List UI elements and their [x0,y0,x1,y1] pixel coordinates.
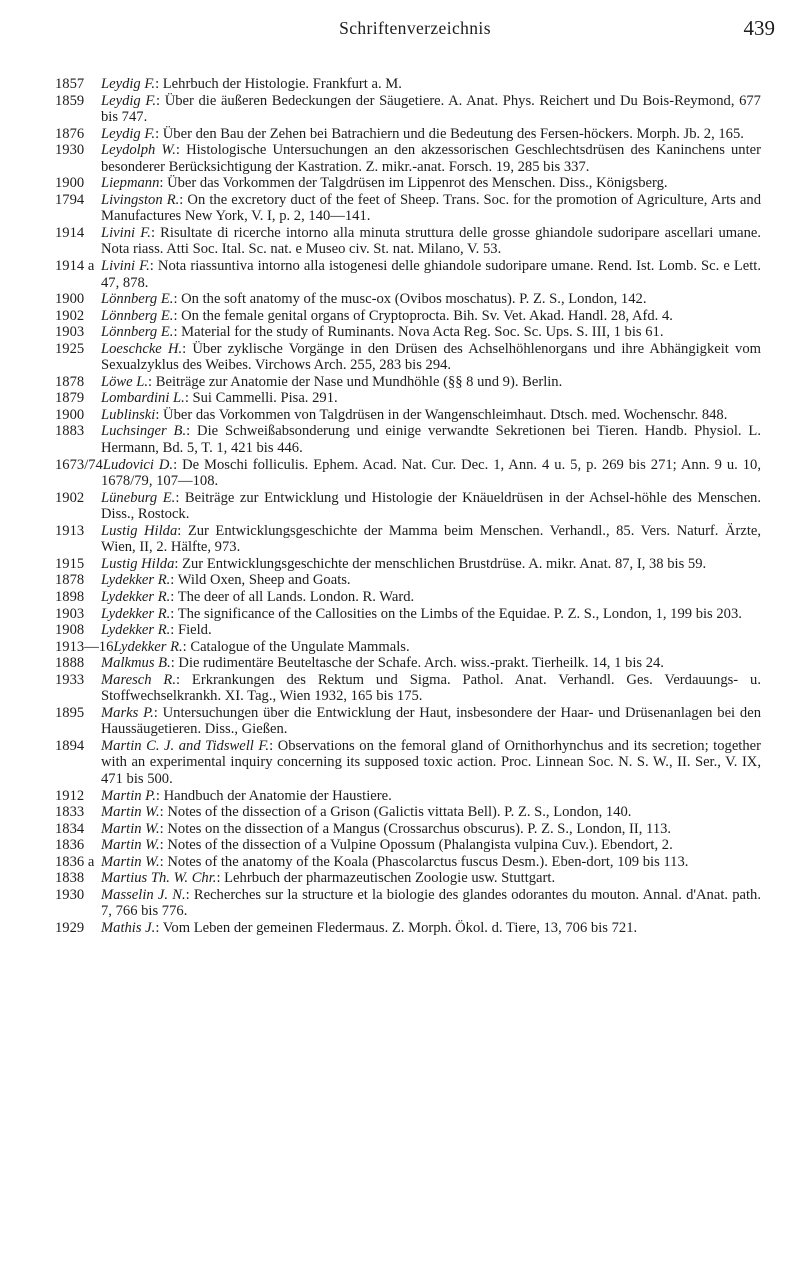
entry-citation: : Beiträge zur Entwicklung und Histologie der Knäueldrüsen in der Achsel-höhle des Menschen. Diss., Rostock. [101,489,761,523]
bibliography-entry [55,423,761,456]
entry-author: Lönnberg E. [101,324,174,341]
entry-year: 1878 [55,572,85,589]
bibliography-entry [55,854,761,871]
entry-citation: : Histologische Untersuchungen an den akzessorischen Geschlechtsdrüsen des Kaninchens unter besonderer Berücksichtigung der Kastration. Z. mikr.-anat. Forsch. 19, 285 bis 337. [101,142,761,175]
bibliography-entry [55,639,761,656]
entry-citation: : Notes of the dissection of a Grison (Galictis vittata Bell). P. Z. S., London, 140. [159,804,632,821]
entry-citation: : Notes on the dissection of a Mangus (Crossarchus obscurus). P. Z. S., London, II, 113. [159,820,672,837]
entry-year: 1895 [55,704,85,721]
entry-year: 1915 [55,555,85,572]
entry-year: 1912 [55,787,85,804]
bibliography-entry [55,589,761,606]
entry-author: Leydolph W. [101,142,176,159]
entry-author: Lustig Hilda [101,522,178,539]
entry-citation: : Zur Entwicklungsgeschichte der Mamma beim Menschen. Verhandl., 85. Vers. Naturf. Ärzte, Wien, II, 2. Hälfte, 973. [101,522,761,556]
page-header [55,16,775,42]
entry-citation: : Die Schweißabsonderung und einige verwandte Sekretionen bei Tieren. Handb. Physiol. L. Hermann, Bd. 5, T. 1, 421 bis 446. [101,423,761,457]
entry-year: 1914 [55,224,85,241]
entry-year: 1673/74 [55,456,103,473]
bibliography-entry [55,341,761,374]
bibliography-entry [55,920,761,937]
entry-author: Liepmann [101,175,160,192]
entry-author: Lydekker R. [113,638,183,655]
bibliography-entry [55,457,761,490]
bibliography-entry [55,374,761,391]
entry-citation: : On the excretory duct of the feet of Sheep. Trans. Soc. for the promotion of Agriculture, Arts and Manufactures New York, V. I, p. 2, 140—141. [101,191,761,225]
bibliography-entry [55,887,761,920]
bibliography-entry [55,258,761,291]
entry-citation: : Über zyklische Vorgänge in den Drüsen des Achselhöhlenorgans und ihre Abhängigkeit vom Sexualzyklus des Weibes. Virchows Arch. 255, 283 bis 294. [101,340,761,374]
bibliography-entry [55,622,761,639]
bibliography-entry [55,655,761,672]
entry-citation: : On the soft anatomy of the musc-ox (Ovibos moschatus). P. Z. S., London, 142. [173,291,647,308]
entry-author: Leydig F. [101,92,157,109]
page-number: 439 [743,16,775,40]
bibliography-entry [55,870,761,887]
entry-year: 1929 [55,919,85,936]
bibliography-entry [55,407,761,424]
entry-year: 1903 [55,605,85,622]
bibliography-entry [55,93,761,126]
entry-citation: : Lehrbuch der pharmazeutischen Zoologie usw. Stuttgart. [216,870,556,887]
entry-citation: : Nota riassuntiva intorno alla istogenesi delle ghiandole sudoripare umane. Rend. Ist. Lomb. Sc. e Lett. 47, 878. [101,258,761,291]
entry-citation: : Recherches sur la structure et la biologie des glandes odorantes du mouton. Annal. d'Anat. path. 7, 766 bis 776. [101,886,761,920]
entry-year: 1914 a [55,258,95,275]
bibliography-entry [55,225,761,258]
entry-author: Lydekker R. [101,572,171,589]
bibliography-entry [55,76,761,93]
entry-year: 1913 [55,522,85,539]
bibliography-entry [55,837,761,854]
bibliography-entry [55,308,761,325]
entry-year: 1900 [55,291,85,308]
entry-citation: : Lehrbuch der Histologie. Frankfurt a. M. [155,76,402,92]
entry-author: Lüneburg E. [101,489,176,506]
entry-author: Martin W. [101,853,160,870]
entry-citation: : Material for the study of Ruminants. Nova Acta Reg. Soc. Sc. Ups. S. III, 1 bis 61. [173,324,664,341]
entry-author: Leydig F. [101,76,156,92]
entry-year: 1833 [55,804,85,821]
entry-year: 1908 [55,622,85,639]
entry-year: 1794 [55,191,85,208]
bibliography-entry [55,126,761,143]
bibliography-entry [55,804,761,821]
entry-citation: : Catalogue of the Ungulate Mammals. [182,638,410,655]
entry-citation: : On the female genital organs of Cryptoprocta. Bih. Sv. Vet. Akad. Handl. 28, Afd. 4. [173,307,673,324]
entry-author: Martius Th. W. Chr. [101,870,217,887]
entry-citation: : Vom Leben der gemeinen Fledermaus. Z. Morph. Ökol. d. Tiere, 13, 706 bis 721. [155,919,638,936]
entry-author: Luchsinger B. [101,423,187,440]
entry-year: 1883 [55,423,85,440]
entry-year: 1836 a [55,853,95,870]
entry-year: 1878 [55,373,85,390]
entry-citation: : Risultate di ricerche intorno alla minuta struttura delle grosse ghiandole sudoripare ascellari umane. Nota riass. Atti Soc. Ital. Sc. nat. e Museo civ. St. nat. Milano, V. 53. [101,224,762,258]
entry-year: 1859 [55,92,85,109]
entry-year: 1857 [55,76,85,92]
entry-citation: : Sui Cammelli. Pisa. 291. [184,390,338,407]
entry-author: Lönnberg E. [101,291,174,308]
entry-author: Maresch R. [101,671,176,688]
entry-citation: : Erkrankungen des Rektum und Sigma. Pathol. Anat. Verhandl. Ges. Verdauungs- u. Stoffwechselkrankh. XI. Tag., Wien 1932, 165 bis 175. [101,671,761,705]
bibliography-entry [55,705,761,738]
entry-author: Malkmus B. [101,655,171,672]
entry-year: 1888 [55,655,85,672]
entry-citation: : Über das Vorkommen von Talgdrüsen in der Wangenschleimhaut. Dtsch. med. Wochenschr. 848. [155,406,728,423]
entry-author: Martin W. [101,804,160,821]
entry-citation: : Zur Entwicklungsgeschichte der menschlichen Brustdrüse. A. mikr. Anat. 87, I, 38 bis 59. [174,555,707,572]
entry-year: 1913—16 [55,638,114,655]
bibliography-entry [55,606,761,623]
entry-author: Löwe L. [101,373,149,390]
entry-citation: : Wild Oxen, Sheep and Goats. [170,572,351,589]
bibliography-entry [55,324,761,341]
entry-year: 1900 [55,406,85,423]
running-title: Schriftenverzeichnis [339,18,491,38]
bibliography-entry [55,821,761,838]
entry-citation: : Handbuch der Anatomie der Haustiere. [155,787,392,804]
entry-author: Lydekker R. [101,605,171,622]
entry-citation: : Notes of the anatomy of the Koala (Phascolarctus fuscus Desm.). Eben-dort, 109 bis 113. [159,853,689,870]
entry-author: Loeschcke H. [101,340,183,357]
entry-citation: : Field. [170,622,212,639]
entry-citation: : Notes of the dissection of a Vulpine Opossum (Phalangista vulpina Cuv.). Ebendort, 2. [159,837,673,854]
entry-year: 1836 [55,837,85,854]
entry-year: 1902 [55,307,85,324]
entry-citation: : Über den Bau der Zehen bei Batrachiern und die Bedeutung des Fersen-höckers. Morph. Jb. 2, 165. [155,125,744,142]
bibliography-entry [55,490,761,523]
bibliography-entry [55,192,761,225]
bibliography-entry [55,738,761,788]
entry-year: 1876 [55,125,85,142]
entry-citation: : Über die äußeren Bedeckungen der Säugetiere. A. Anat. Phys. Reichert und Du Bois-Reymond, 677 bis 747. [101,92,761,126]
entry-citation: : Beiträge zur Anatomie der Nase und Mundhöhle (§§ 8 und 9). Berlin. [148,373,563,390]
entry-author: Martin P. [101,787,156,804]
bibliography-entry [55,291,761,308]
entry-year: 1879 [55,390,85,407]
entry-citation: : The deer of all Lands. London. R. Ward. [170,588,415,605]
entry-year: 1900 [55,175,85,192]
entry-year: 1903 [55,324,85,341]
entry-author: Lönnberg E. [101,307,174,324]
entry-citation: : Observations on the femoral gland of Ornithorhynchus and its secretion; together with an experimental inquiry concerning its supposed toxic action. Proc. Linnean Soc. N. S. W., II. Ser., V. IX, 471 bis 500. [101,737,761,787]
entry-author: Leydig F. [101,125,156,142]
entry-author: Lublinski [101,406,156,423]
entry-author: Masselin J. N. [101,886,186,903]
entry-year: 1898 [55,588,85,605]
entry-citation: : The significance of the Callosities on the Limbs of the Equidae. P. Z. S., London, 1, 199 bis 203. [170,605,742,622]
entry-year: 1930 [55,142,85,159]
bibliography-list [55,76,761,936]
entry-author: Livini F. [101,258,150,275]
bibliography-entry [55,175,761,192]
entry-year: 1933 [55,671,85,688]
entry-author: Livingston R. [101,191,180,208]
entry-citation: : Die rudimentäre Beuteltasche der Schafe. Arch. wiss.-prakt. Tierheilk. 14, 1 bis 24. [170,655,664,672]
bibliography-entry [55,523,761,556]
entry-year: 1930 [55,886,85,903]
bibliography-entry [55,672,761,705]
entry-year: 1894 [55,737,85,754]
entry-author: Martin W. [101,837,160,854]
entry-author: Lydekker R. [101,588,171,605]
entry-author: Mathis J. [101,919,156,936]
bibliography-entry [55,390,761,407]
entry-citation: : Über das Vorkommen der Talgdrüsen im Lippenrot des Menschen. Diss., Königsberg. [159,175,668,192]
bibliography-entry [55,142,761,175]
bibliography-entry [55,788,761,805]
entry-author: Marks P. [101,704,154,721]
entry-author: Lydekker R. [101,622,171,639]
entry-citation: : De Moschi folliculis. Ephem. Acad. Nat. Cur. Dec. 1, Ann. 4 u. 5, p. 269 bis 271; Ann. 9 u. 10, 1678/79, 107—108. [101,456,761,490]
entry-year: 1902 [55,489,85,506]
entry-author: Livini F. [101,224,151,241]
entry-year: 1925 [55,340,85,357]
entry-author: Martin W. [101,820,160,837]
entry-author: Ludovici D. [102,456,174,473]
bibliography-entry [55,556,761,573]
entry-year: 1838 [55,870,85,887]
entry-author: Martin C. J. and Tidswell F. [101,737,270,754]
entry-year: 1834 [55,820,85,837]
entry-citation: : Untersuchungen über die Entwicklung der Haut, insbesondere der Haar- und Drüsenanlagen bei den Haussäugetieren. Diss., Gießen. [101,704,761,738]
entry-author: Lombardini L. [101,390,185,407]
entry-author: Lustig Hilda [101,555,175,572]
bibliography-entry [55,572,761,589]
